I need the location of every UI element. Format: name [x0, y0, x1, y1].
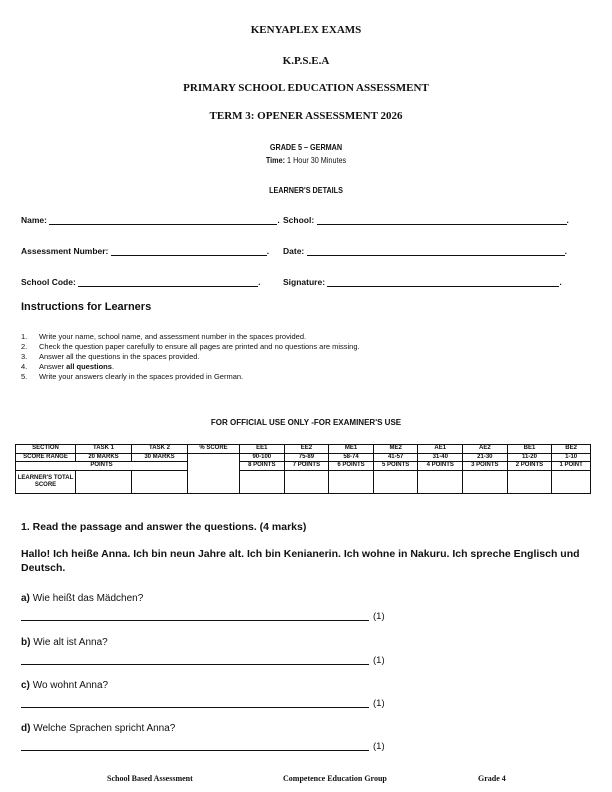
term-title: TERM 3: OPENER ASSESSMENT 2026: [209, 110, 403, 122]
task2-header: TASK 2: [132, 445, 188, 454]
dot: .: [277, 215, 280, 225]
school-code-line[interactable]: [78, 277, 261, 287]
instruction-text: Answer all the questions in the spaces provided.: [39, 352, 200, 361]
sub-question-letter: a): [21, 593, 30, 604]
instruction-num: 1.: [21, 332, 28, 341]
sub-question-b: [21, 637, 108, 648]
sub-question-a: [21, 593, 143, 604]
level-score-cell[interactable]: [284, 470, 329, 493]
points-label: POINTS: [16, 462, 188, 471]
level-header: EE1: [240, 445, 285, 454]
table-row: [16, 470, 591, 493]
instruction-item: [21, 332, 360, 342]
level-header: ME2: [373, 445, 418, 454]
instruction-bold: all questions: [66, 362, 112, 371]
school-code-field[interactable]: [21, 277, 261, 287]
grade-subject: GRADE 5 – GERMAN: [269, 142, 343, 152]
task1-marks: 20 MARKS: [76, 453, 132, 462]
instruction-num: 2.: [21, 342, 28, 351]
sub-question-text: Wie alt ist Anna?: [33, 637, 108, 648]
score-range-label: SCORE RANGE: [16, 453, 76, 462]
level-header: EE2: [284, 445, 329, 454]
range-cell: 75-89: [284, 453, 329, 462]
dot: .: [266, 246, 270, 256]
table-row: [16, 453, 591, 462]
school-line[interactable]: [317, 216, 567, 225]
assessment-title: PRIMARY SCHOOL EDUCATION ASSESSMENT: [183, 82, 429, 94]
range-cell: 31-40: [418, 453, 463, 462]
learner-details-title: LEARNER'S DETAILS: [269, 185, 343, 195]
task1-header: TASK 1: [76, 445, 132, 454]
date-label: Date:: [283, 246, 305, 256]
level-score-cell[interactable]: [373, 470, 418, 493]
learner-total-label: LEARNER'S TOTAL SCORE: [16, 470, 76, 493]
level-score-cell[interactable]: [552, 470, 591, 493]
task2-marks: 30 MARKS: [132, 453, 188, 462]
instruction-num: 4.: [21, 362, 28, 371]
percent-score-cell[interactable]: [188, 453, 240, 493]
sub-question-d: [21, 723, 175, 734]
mark-c: (1): [373, 698, 385, 709]
level-score-cell[interactable]: [240, 470, 285, 493]
sub-question-letter: d): [21, 723, 31, 734]
task2-score-cell[interactable]: [132, 470, 188, 493]
answer-line-b[interactable]: [21, 664, 369, 665]
instructions-list: [21, 332, 360, 382]
range-cell: 11-20: [507, 453, 552, 462]
sub-question-c: [21, 680, 108, 691]
school-label: School:: [283, 215, 315, 225]
range-cell: 90-100: [240, 453, 285, 462]
range-cell: 1-10: [552, 453, 591, 462]
name-field[interactable]: [21, 215, 280, 225]
sub-question-letter: b): [21, 637, 31, 648]
time-label: Time:: [265, 155, 286, 165]
dot: .: [564, 246, 568, 256]
instruction-text: .: [111, 362, 115, 371]
dot: .: [258, 277, 261, 287]
signature-line[interactable]: [327, 277, 562, 287]
level-header: ME1: [329, 445, 374, 454]
sub-question-text: Welche Sprachen spricht Anna?: [33, 723, 176, 734]
name-label: Name:: [21, 215, 47, 225]
instruction-text: Write your answers clearly in the spaces provided in German.: [39, 372, 244, 381]
exam-title: K.P.S.E.A: [282, 55, 330, 67]
range-cell: 21-30: [463, 453, 508, 462]
instruction-num: 5.: [21, 372, 28, 381]
instruction-item: [21, 372, 360, 382]
date-line[interactable]: [307, 246, 568, 256]
level-header: BE1: [507, 445, 552, 454]
level-score-cell[interactable]: [463, 470, 508, 493]
sub-question-text: Wo wohnt Anna?: [32, 680, 109, 691]
range-cell: 41-57: [373, 453, 418, 462]
instruction-item: [21, 362, 360, 372]
points-cell: 4 POINTS: [418, 462, 463, 471]
instruction-text: Write your name, school name, and assessment number in the spaces provided.: [39, 332, 307, 341]
level-score-cell[interactable]: [507, 470, 552, 493]
mark-d: (1): [373, 741, 385, 752]
level-score-cell[interactable]: [418, 470, 463, 493]
school-code-label: School Code:: [21, 277, 76, 287]
org-title: KENYAPLEX EXAMS: [250, 24, 362, 36]
footer-left: School Based Assessment: [107, 774, 193, 783]
answer-line-c[interactable]: [21, 707, 369, 708]
official-use-title: FOR OFFICIAL USE ONLY -FOR EXAMINER'S USE: [210, 418, 402, 427]
answer-line-a[interactable]: [21, 620, 369, 621]
points-cell: 8 POINTS: [240, 462, 285, 471]
points-cell: 1 POINT: [552, 462, 591, 471]
points-cell: 6 POINTS: [329, 462, 374, 471]
level-header: AE2: [463, 445, 508, 454]
level-header: BE2: [552, 445, 591, 454]
task1-score-cell[interactable]: [76, 470, 132, 493]
level-score-cell[interactable]: [329, 470, 374, 493]
mark-b: (1): [373, 655, 385, 666]
date-field[interactable]: [283, 246, 567, 256]
instructions-title: Instructions for Learners: [21, 301, 152, 313]
points-cell: 7 POINTS: [284, 462, 329, 471]
assessment-number-line[interactable]: [111, 246, 270, 256]
answer-line-d[interactable]: [21, 750, 369, 751]
mark-a: (1): [373, 611, 385, 622]
instruction-text: Check the question paper carefully to ensure all pages are printed and no questions are missing.: [39, 342, 360, 351]
signature-field[interactable]: [283, 277, 562, 287]
sub-question-text: Wie heißt das Mädchen?: [32, 593, 144, 604]
assessment-number-label: Assessment Number:: [21, 246, 109, 256]
score-table: [15, 444, 591, 494]
name-line[interactable]: [49, 215, 280, 225]
instruction-item: [21, 342, 360, 352]
school-field[interactable]: [283, 215, 569, 225]
signature-label: Signature:: [283, 277, 326, 287]
time-line: [46, 155, 566, 165]
points-cell: 3 POINTS: [463, 462, 508, 471]
table-row: [16, 462, 591, 471]
instruction-text: Answer: [39, 362, 67, 371]
section-header: SECTION: [16, 445, 76, 454]
reading-passage: Hallo! Ich heiße Anna. Ich bin neun Jahre alt. Ich bin Kenianerin. Ich wohne in Nakuru. Ich spreche Englisch und Deutsch.: [21, 548, 580, 574]
table-row: [16, 445, 591, 454]
sub-question-letter: c): [21, 680, 30, 691]
range-cell: 58-74: [329, 453, 374, 462]
dot: .: [559, 277, 562, 287]
time-value: 1 Hour 30 Minutes: [287, 155, 347, 165]
dot: .: [566, 215, 569, 225]
footer-right: Grade 4: [478, 774, 506, 783]
points-cell: 5 POINTS: [373, 462, 418, 471]
question-title: 1. Read the passage and answer the questions. (4 marks): [21, 521, 307, 533]
percent-header: % SCORE: [188, 445, 240, 454]
instruction-num: 3.: [21, 352, 28, 361]
assessment-number-field[interactable]: [21, 246, 269, 256]
footer-center: Competence Education Group: [283, 774, 387, 783]
level-header: AE1: [418, 445, 463, 454]
instruction-item: [21, 352, 360, 362]
points-cell: 2 POINTS: [507, 462, 552, 471]
